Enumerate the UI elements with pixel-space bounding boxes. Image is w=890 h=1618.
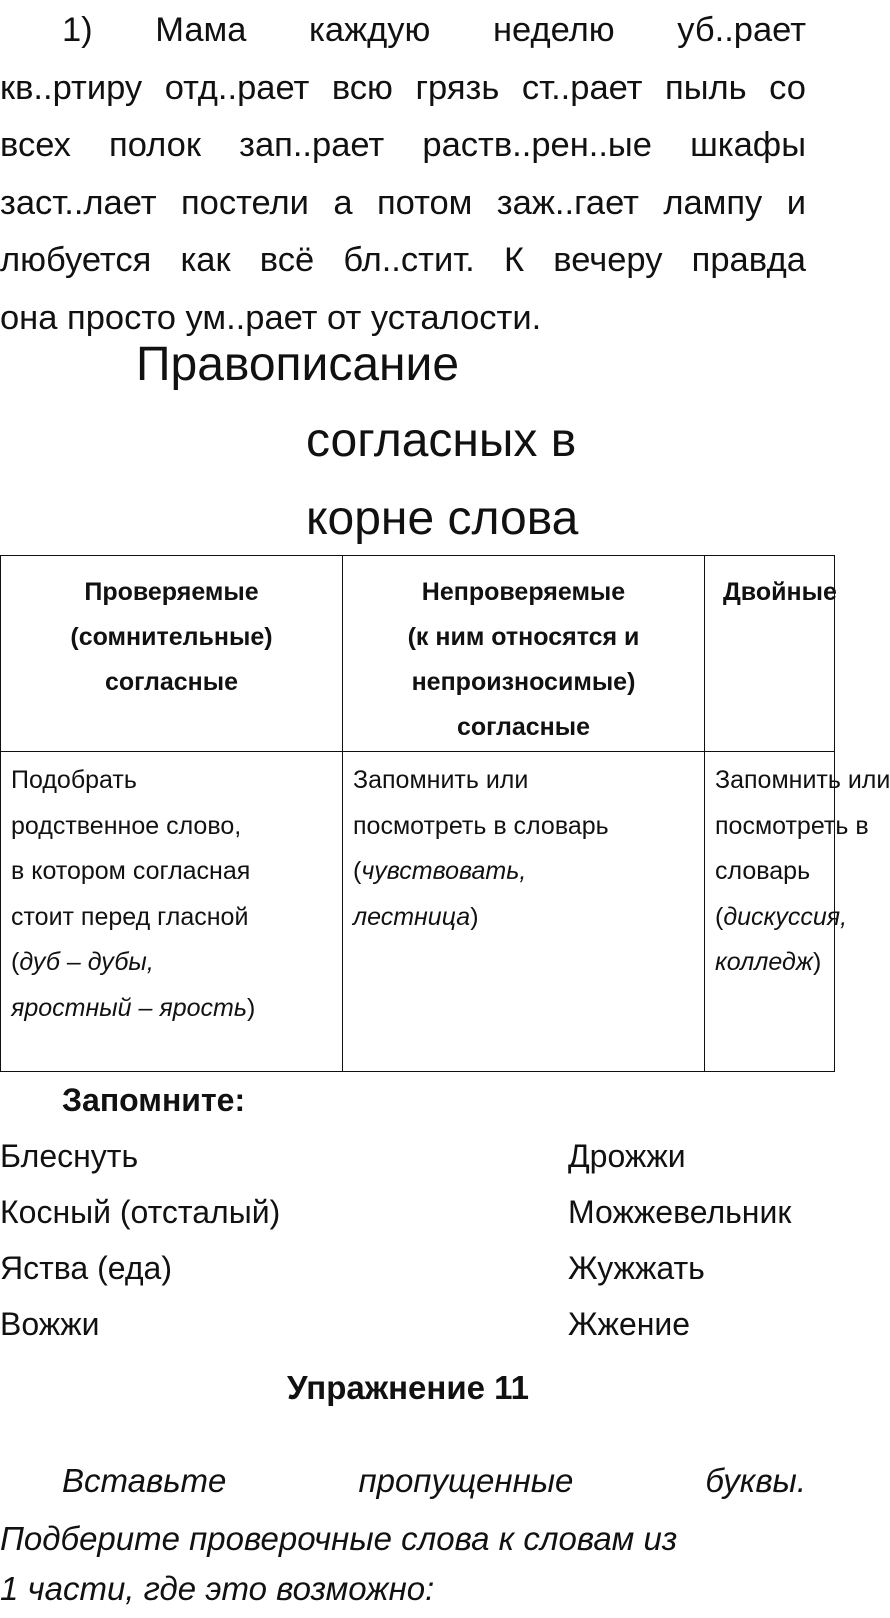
header-double bbox=[705, 556, 835, 752]
example-words: яростный – ярость bbox=[11, 993, 247, 1022]
paragraph-line: всех полок зап..рает раств..рен..ые шкафы bbox=[0, 126, 806, 164]
cell-line: стоит перед гласной bbox=[11, 902, 249, 931]
cell-uncheckable-rule bbox=[343, 752, 705, 1072]
example-words: дискуссия, bbox=[723, 902, 848, 931]
exercise-paragraph bbox=[0, 2, 806, 347]
paragraph-line: она просто ум..рает от усталости. bbox=[0, 298, 542, 337]
header-line: согласные bbox=[104, 668, 238, 696]
cell-line: Подобрать bbox=[11, 766, 137, 794]
paren: ) bbox=[246, 993, 256, 1022]
paragraph-line: заст..лает постели а потом заж..гает лампу и bbox=[0, 183, 806, 222]
exercise-title: Упражнение 11 bbox=[286, 1369, 530, 1406]
header-line: согласные bbox=[456, 713, 590, 741]
cell-line bbox=[353, 849, 704, 895]
header-line: Непроверяемые bbox=[421, 578, 626, 606]
cell-double-rule bbox=[705, 752, 890, 1072]
list-item: Жжение bbox=[568, 1306, 691, 1342]
header-checkable bbox=[1, 556, 343, 752]
exercise-instruction-line3: 1 части, где это возможно: bbox=[0, 1570, 435, 1607]
cell-line: Запомнить или bbox=[715, 766, 890, 794]
paren: ( bbox=[715, 902, 724, 931]
header-line: (к ним относятся и bbox=[407, 623, 640, 651]
example-words: колледж bbox=[715, 948, 813, 976]
cell-line bbox=[353, 895, 704, 941]
example-words: дуб – дубы, bbox=[19, 948, 154, 976]
paren: ( bbox=[11, 948, 20, 976]
remember-left-list bbox=[0, 1128, 280, 1352]
list-item: Дрожжи bbox=[568, 1138, 686, 1174]
consonant-rules-table bbox=[0, 555, 890, 1072]
list-item: Косный (отсталый) bbox=[0, 1194, 281, 1230]
list-item: Жужжать bbox=[568, 1250, 705, 1286]
cell-line bbox=[715, 940, 834, 986]
header-line: (сомнительные) bbox=[70, 623, 273, 651]
header-line: Проверяемые bbox=[84, 578, 259, 606]
list-item: Вожжи bbox=[0, 1306, 100, 1342]
cell-line: родственное слово, bbox=[11, 811, 242, 840]
list-item: Яства (еда) bbox=[0, 1250, 172, 1286]
cell-line bbox=[11, 986, 342, 1032]
cell-line: словарь bbox=[715, 857, 811, 885]
header-line: непроизносимые) bbox=[411, 668, 636, 696]
list-item: Блеснуть bbox=[0, 1138, 139, 1174]
section-title-line1: Правописание bbox=[136, 338, 460, 391]
exercise-instruction-line1: Вставьте пропущенные буквы. bbox=[62, 1462, 806, 1499]
cell-line: в котором согласная bbox=[11, 857, 251, 885]
cell-line: Запомнить или bbox=[353, 766, 529, 794]
cell-checkable-rule bbox=[1, 752, 343, 1072]
list-item: Можжевельник bbox=[568, 1194, 792, 1230]
cell-line: посмотреть в bbox=[715, 811, 869, 840]
paragraph-line: 1) Мама каждую неделю уб..рает bbox=[62, 11, 806, 49]
example-words: чувствовать, bbox=[361, 857, 527, 885]
section-title-line3: корне слова bbox=[306, 492, 579, 545]
section-title-line2: согласных в bbox=[306, 414, 577, 467]
example-words: лестница bbox=[353, 902, 471, 931]
cell-line bbox=[715, 895, 848, 941]
paren: ( bbox=[353, 857, 362, 885]
cell-line: посмотреть в словарь bbox=[353, 811, 609, 840]
paren: ) bbox=[470, 902, 479, 931]
remember-heading: Запомните: bbox=[62, 1082, 246, 1118]
table-body-row bbox=[1, 752, 835, 1072]
header-line: Двойные bbox=[723, 578, 837, 606]
paragraph-line: кв..ртиру отд..рает всю грязь ст..рает пыль со bbox=[0, 68, 806, 107]
exercise-instruction-line2: Подберите проверочные слова к словам из bbox=[0, 1520, 678, 1557]
cell-line bbox=[11, 940, 342, 986]
paragraph-line: любуется как всё бл..стит. К вечеру правда bbox=[0, 241, 806, 279]
header-uncheckable bbox=[343, 556, 705, 752]
paren: ) bbox=[813, 948, 822, 976]
table-header-row bbox=[1, 556, 835, 752]
remember-right-list bbox=[568, 1128, 816, 1352]
